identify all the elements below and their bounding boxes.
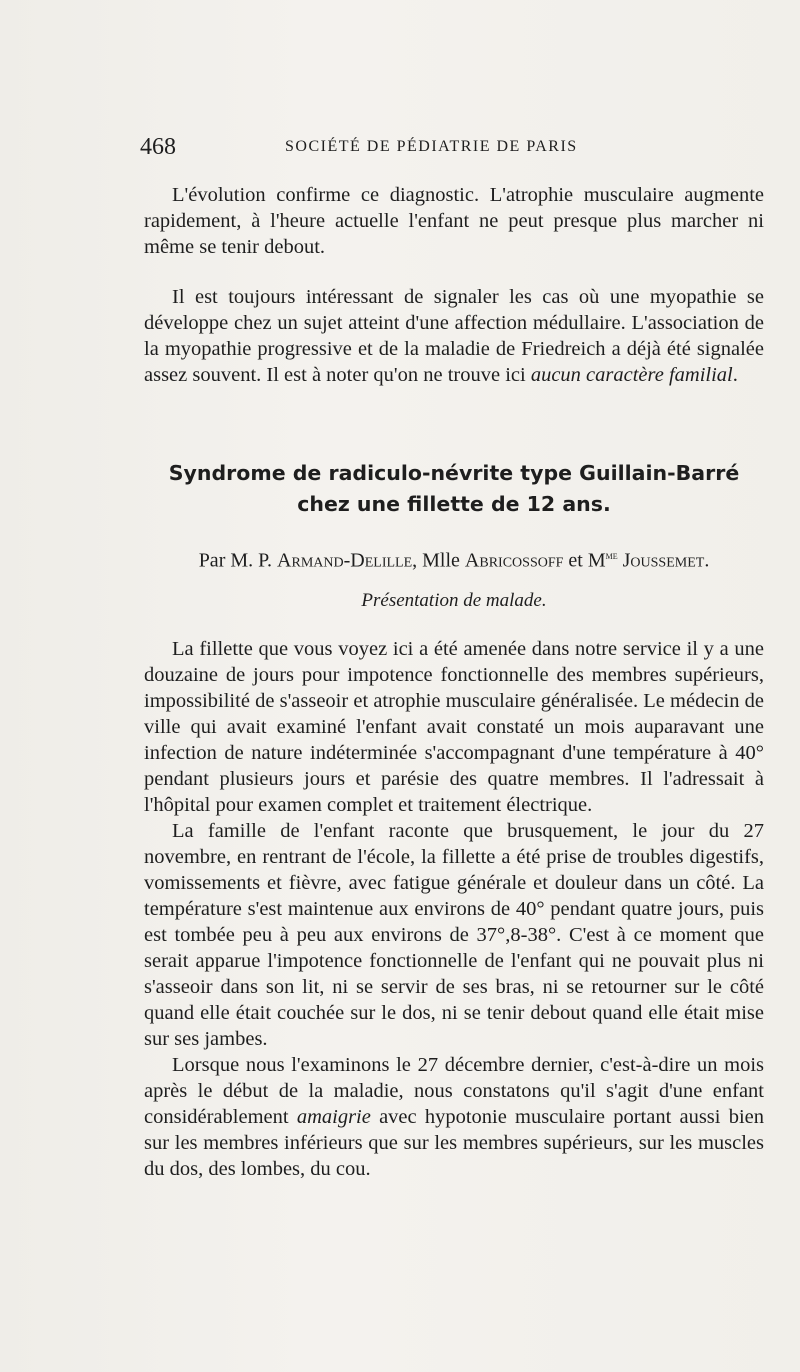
authors-end: .	[704, 549, 710, 572]
authors-and: et M	[563, 549, 606, 572]
case-p3-italic: amaigrie	[296, 1105, 371, 1128]
running-head: SOCIÉTÉ DE PÉDIATRIE DE PARIS	[285, 138, 578, 155]
intro-p2-text: Il est toujours intéressant de signaler les cas où une myopathie se développe chez un sujet atteint d'une affection médullaire. L'association de la myopathie progressive et de la maladie de Friedreich a déjà été signalée assez souvent. Il est à noter qu'on ne trouve ici	[144, 286, 764, 386]
author-3: Joussemet	[617, 549, 705, 572]
intro-p2-end: .	[732, 364, 738, 386]
case-p3-text: Lorsque nous l'examinons le 27 décembre dernier, c'est-à-dire un mois après le début de la maladie, nous constatons qu'il s'agit d'une enfant considérablement	[144, 1053, 764, 1128]
author-1: Armand-Delille	[277, 549, 413, 572]
case-p3-end: avec hypotonie musculaire portant aussi bien sur les membres inférieurs que sur les membres supérieurs, sur les muscles du dos, des lombes, du cou.	[144, 1105, 764, 1180]
intro-paragraph-2	[144, 284, 764, 388]
authors-separator: , Mlle	[412, 549, 465, 572]
intro-p2-italic: aucun caractère familial	[530, 364, 733, 386]
intro-paragraph-1: L'évolution confirme ce diagnostic. L'atrophie musculaire augmente rapidement, à l'heure actuelle l'enfant ne peut presque plus marcher ni même se tenir debout.	[144, 184, 764, 258]
case-paragraph-3	[144, 1052, 764, 1182]
author-2: Abricossoff	[464, 549, 564, 572]
article-subtitle: Présentation de malade.	[361, 589, 547, 611]
case-paragraph-1: La fillette que vous voyez ici a été amenée dans notre service il y a une douzaine de jours pour impotence fonctionnelle des membres supérieurs, impossibilité de s'asseoir et atrophie musculaire généralisée. Le médecin de ville qui avait examiné l'enfant avait constaté un mois auparavant une infection de nature indéterminée s'accompagnant d'une température à 40° pendant plusieurs jours et parésie des quatre membres. Il l'adressait à l'hôpital pour examen complet et traitement électrique.	[144, 637, 764, 816]
author-3-title: me	[605, 548, 618, 562]
article-title: Syndrome de radiculo-névrite type Guillain-Barré chez une fillette de 12 ans.	[168, 461, 740, 516]
page-number: 468	[140, 134, 176, 160]
article-authors	[144, 542, 764, 574]
case-paragraph-2: La famille de l'enfant raconte que brusquement, le jour du 27 novembre, en rentrant de l'école, la fillette a été prise de troubles digestifs, vomissements et fièvre, avec fatigue générale et douleur dans un côté. La température s'est maintenue aux environs de 40° pendant quatre jours, puis est tombée peu à peu aux environs de 37°,8-38°. C'est à ce moment que serait apparue l'impotence fonctionnelle de l'enfant qui ne pouvait plus ni s'asseoir dans son lit, ni se servir de ses bras, ni se retourner sur le côté quand elle était couchée sur le dos, ni se tenir debout quand elle était mise sur ses jambes.	[144, 819, 764, 1050]
page-body	[144, 182, 764, 1182]
authors-prefix: Par M. P.	[198, 549, 278, 572]
page-header	[140, 134, 762, 164]
